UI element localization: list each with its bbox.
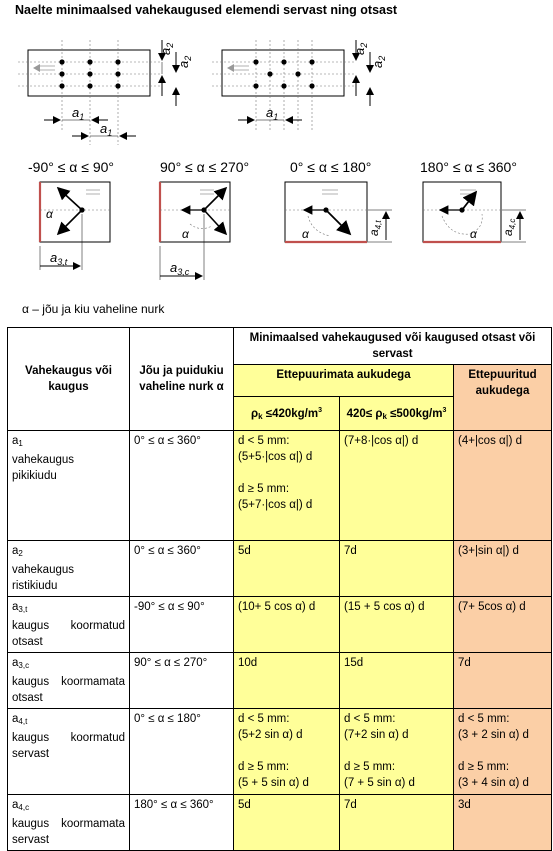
a3c-label: $a_{3,c}$	[170, 260, 190, 277]
value-cell: (4+|cos α|) d	[454, 431, 552, 541]
a1-label: $a_1$	[266, 105, 279, 122]
value-cell: 7d	[340, 795, 454, 851]
header-predrilled: Ettepuuritud aukudega	[454, 365, 552, 431]
svg-text:α: α	[470, 227, 477, 241]
angle-cell: -90° ≤ α ≤ 90°	[130, 597, 234, 653]
header-density-2: $420\le \rho_k \le 500kg/m^3$	[340, 397, 454, 431]
figure-caption: α – jõu ja kiu vaheline nurk	[22, 302, 165, 316]
distance-cell: $a_2$ vahekaugus ristikiudu	[8, 541, 130, 597]
a4t-label: $a_{4,t}$	[367, 220, 383, 236]
angle-cell: 0° ≤ α ≤ 180°	[130, 709, 234, 795]
spacing-diagram-right	[212, 40, 387, 130]
end-distance-unloaded-diagram	[160, 182, 230, 280]
value-cell: 3d	[454, 795, 552, 851]
header-density-1: $\rho_k \le 420kg/m^3$	[234, 397, 340, 431]
range-label-3: 0° ≤ α ≤ 180°	[290, 159, 372, 175]
table-row	[8, 795, 552, 851]
table-row	[8, 709, 552, 795]
a4c-label: $a_{4,c}$	[501, 218, 517, 236]
svg-text:α: α	[302, 227, 309, 241]
value-cell: d < 5 mm: (5+2 sin α) d d ≥ 5 mm: (5 + 5 sin α) d	[234, 709, 340, 795]
distance-cell: $a_{4,c}$ kaugus koormamata servast	[8, 795, 130, 851]
distance-cell: $a_{3,t}$ kaugus koormatud otsast	[8, 597, 130, 653]
value-cell: 5d	[234, 541, 340, 597]
value-cell: d < 5 mm: (3 + 2 sin α) d d ≥ 5 mm: (3 + 4 sin α) d	[454, 709, 552, 795]
range-label-4: 180° ≤ α ≤ 360°	[420, 159, 517, 175]
value-cell: (7+8·|cos α|) d	[340, 431, 454, 541]
angle-cell: 0° ≤ α ≤ 360°	[130, 541, 234, 597]
header-without-predrilling: Ettepuurimata aukudega	[234, 365, 454, 397]
table-row	[8, 431, 552, 541]
a1-label: $a_1$	[72, 105, 85, 122]
a2-label-2: $a_2$	[370, 55, 387, 68]
header-group: Minimaalsed vahekaugused või kaugused otsast või servast	[234, 328, 552, 365]
header-angle: Jõu ja puidukiu vaheline nurk α	[130, 328, 234, 431]
angle-cell: 90° ≤ α ≤ 270°	[130, 653, 234, 709]
angle-cell: 180° ≤ α ≤ 360°	[130, 795, 234, 851]
value-cell: 7d	[454, 653, 552, 709]
end-distance-loaded-diagram	[40, 182, 110, 270]
value-cell: (7+ 5cos α) d	[454, 597, 552, 653]
distance-cell: $a_{4,t}$ kaugus koormatud servast	[8, 709, 130, 795]
a1-label-2: $a_1$	[100, 121, 113, 138]
distance-cell: $a_1$ vahekaugus pikikiudu	[8, 431, 130, 541]
a2-label-2: $a_2$	[176, 55, 193, 68]
value-cell: 5d	[234, 795, 340, 851]
nail-spacing-figure	[0, 0, 553, 300]
value-cell: (15 + 5 cos α) d	[340, 597, 454, 653]
page-title: Naelte minimaalsed vahekaugused elemendi servast ning otsast	[15, 3, 398, 17]
a2-label: $a_2$	[158, 42, 175, 55]
distance-cell: $a_{3,c}$ kaugus koormamata otsast	[8, 653, 130, 709]
table-row	[8, 597, 552, 653]
value-cell: (10+ 5 cos α) d	[234, 597, 340, 653]
value-cell: 7d	[340, 541, 454, 597]
timber-member	[222, 50, 344, 96]
value-cell: 15d	[340, 653, 454, 709]
svg-text:α: α	[182, 227, 189, 241]
edge-distance-unloaded-diagram	[423, 182, 526, 242]
value-cell: d < 5 mm: (5+5·|cos α|) d d ≥ 5 mm: (5+7·|cos α|) d	[234, 431, 340, 541]
angle-cell: 0° ≤ α ≤ 360°	[130, 431, 234, 541]
header-distance: Vahekaugus või kaugus	[8, 328, 130, 431]
spacing-diagram-left	[18, 40, 193, 145]
a3t-label: $a_{3,t}$	[50, 250, 68, 267]
table-row	[8, 653, 552, 709]
value-cell: 10d	[234, 653, 340, 709]
a2-label: $a_2$	[352, 42, 369, 55]
edge-distance-loaded-diagram	[285, 182, 392, 242]
value-cell: (3+|sin α|) d	[454, 541, 552, 597]
value-cell: d < 5 mm: (7+2 sin α) d d ≥ 5 mm: (7 + 5 sin α) d	[340, 709, 454, 795]
svg-text:α: α	[46, 207, 53, 221]
spacing-table	[7, 327, 552, 851]
table-row	[8, 541, 552, 597]
range-label-2: 90° ≤ α ≤ 270°	[160, 159, 250, 175]
nail-grid-lines	[18, 40, 160, 145]
range-label-1: -90° ≤ α ≤ 90°	[28, 159, 115, 175]
